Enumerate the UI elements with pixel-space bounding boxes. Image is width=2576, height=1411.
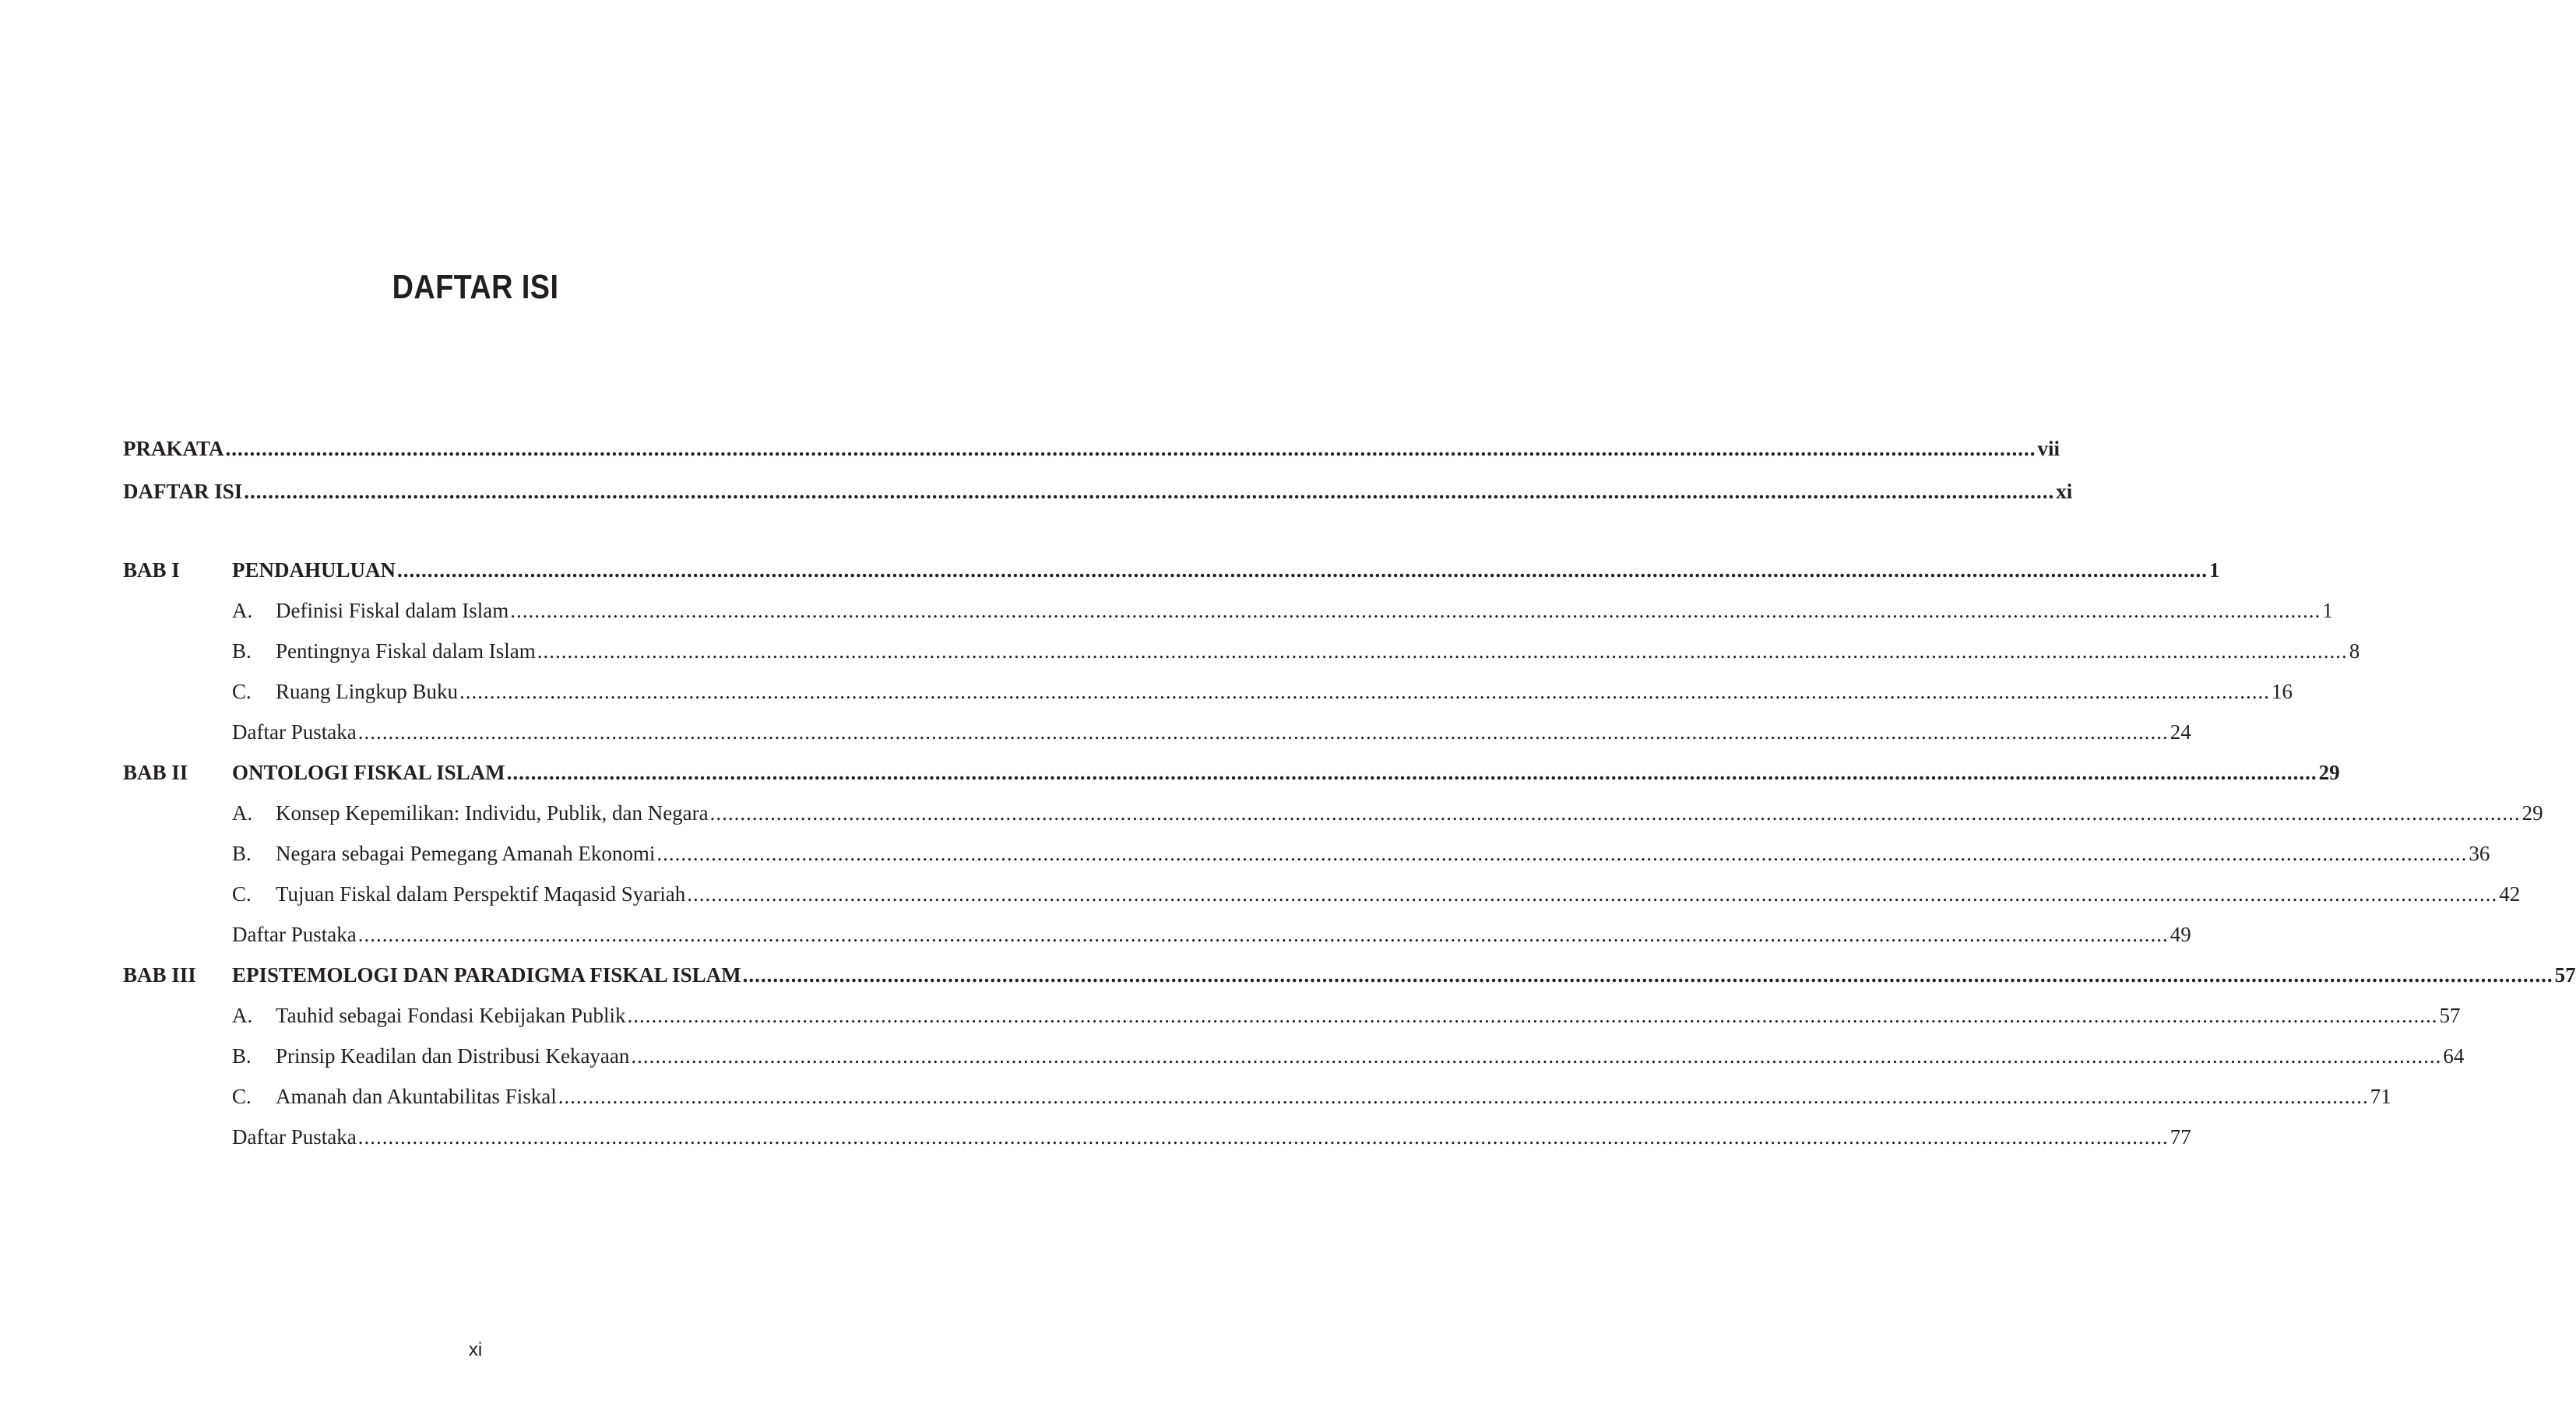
chapter-label: BAB II <box>123 761 188 784</box>
section-letter: C. <box>232 882 252 906</box>
toc-entry-daftar-isi[interactable] <box>123 479 2073 504</box>
toc-references[interactable] <box>232 720 2191 744</box>
dot-leader: ............................................................................................................................................................................................................................................................................................................ <box>627 1004 2438 1027</box>
section-letter: C. <box>232 680 252 703</box>
dot-leader: ............................................................................................................................................................................................................................................................................................................ <box>558 1085 2369 1108</box>
toc-section[interactable] <box>232 1003 2461 1028</box>
section-letter: A. <box>232 801 253 825</box>
dot-leader: ............................................................................................................................................................................................................................................................................................................ <box>687 882 2498 906</box>
dot-leader: ............................................................................................................................................................................................................................................................................................................ <box>357 1125 2169 1149</box>
section-page: 29 <box>2521 801 2543 825</box>
section-letter: B. <box>232 1044 252 1068</box>
toc-section[interactable] <box>232 841 2490 866</box>
toc-section[interactable] <box>232 679 2293 704</box>
toc-section[interactable] <box>232 598 2333 623</box>
section-page: 42 <box>2499 882 2521 906</box>
toc-section[interactable] <box>232 1084 2391 1109</box>
section-page: 1 <box>2322 599 2333 622</box>
references-title: Daftar Pustaka <box>232 720 357 744</box>
dot-leader: ............................................................................................................................................................................................................................................................................................................ <box>537 639 2348 663</box>
dot-leader: ............................................................................................................................................................................................................................................................................................................ <box>656 842 2468 865</box>
section-page: 64 <box>2443 1044 2465 1068</box>
dot-leader: ............................................................................................................................................................................................................................................................................................................ <box>709 801 2521 825</box>
section-title: Ruang Lingkup Buku <box>276 680 458 703</box>
toc-section[interactable] <box>232 801 2543 825</box>
references-page: 24 <box>2170 720 2191 744</box>
toc-entry-page: xi <box>2056 480 2073 503</box>
section-title: Tauhid sebagai Fondasi Kebijakan Publik <box>276 1004 626 1027</box>
dot-leader: ............................................................................................................................................................................................................................................................................................................ <box>397 558 2208 582</box>
section-letter: B. <box>232 639 252 663</box>
dot-leader: ............................................................................................................................................................................................................................................................................................................ <box>459 680 2270 703</box>
section-letter: A. <box>232 1004 253 1027</box>
section-title: Amanah dan Akuntabilitas Fiskal <box>276 1085 557 1108</box>
dot-leader: ............................................................................................................................................................................................................................................................................................................ <box>357 720 2169 744</box>
dot-leader: ............................................................................................................................................................................................................................................................................................................ <box>506 761 2317 784</box>
chapter-title: PENDAHULUAN <box>232 558 396 582</box>
chapter-page: 1 <box>2209 558 2220 582</box>
section-page: 16 <box>2272 680 2293 703</box>
chapter-label: BAB III <box>123 963 196 987</box>
section-page: 57 <box>2439 1004 2461 1027</box>
toc-section[interactable] <box>232 1043 2465 1068</box>
dot-leader: ............................................................................................................................................................................................................................................................................................................ <box>225 437 2036 460</box>
toc-entry-page: vii <box>2037 437 2060 460</box>
section-letter: A. <box>232 599 253 622</box>
section-title: Negara sebagai Pemegang Amanah Ekonomi <box>276 842 656 865</box>
chapter-page: 29 <box>2318 761 2340 784</box>
dot-leader: ............................................................................................................................................................................................................................................................................................................ <box>357 923 2169 946</box>
section-title: Pentingnya Fiskal dalam Islam <box>276 639 536 663</box>
toc-chapter-heading[interactable] <box>232 558 2220 582</box>
references-page: 49 <box>2170 923 2191 946</box>
chapter-title: ONTOLOGI FISKAL ISLAM <box>232 761 505 784</box>
toc-section[interactable] <box>232 881 2521 906</box>
section-letter: C. <box>232 1085 252 1108</box>
toc-chapter-heading[interactable] <box>232 962 2576 987</box>
dot-leader: ............................................................................................................................................................................................................................................................................................................ <box>742 963 2553 987</box>
dot-leader: ............................................................................................................................................................................................................................................................................................................ <box>510 599 2321 622</box>
chapter-title: EPISTEMOLOGI DAN PARADIGMA FISKAL ISLAM <box>232 963 741 987</box>
section-page: 36 <box>2469 842 2490 865</box>
dot-leader: ............................................................................................................................................................................................................................................................................................................ <box>244 480 2055 503</box>
toc-chapter-heading[interactable] <box>232 760 2340 785</box>
section-page: 71 <box>2370 1085 2391 1108</box>
references-title: Daftar Pustaka <box>232 923 357 946</box>
toc-entry-text: DAFTAR ISI <box>123 480 243 503</box>
chapter-page: 57 <box>2554 963 2576 987</box>
toc-section[interactable] <box>232 639 2360 663</box>
section-letter: B. <box>232 842 252 865</box>
toc-entry-text: PRAKATA <box>123 437 224 460</box>
section-page: 8 <box>2349 639 2360 663</box>
section-title: Tujuan Fiskal dalam Perspektif Maqasid Syariah <box>276 882 686 906</box>
section-title: Konsep Kepemilikan: Individu, Publik, dan Negara <box>276 801 709 825</box>
section-title: Definisi Fiskal dalam Islam <box>276 599 509 622</box>
dot-leader: ............................................................................................................................................................................................................................................................................................................ <box>631 1044 2442 1068</box>
references-page: 77 <box>2170 1125 2191 1149</box>
references-title: Daftar Pustaka <box>232 1125 357 1149</box>
page-title: DAFTAR ISI <box>392 268 559 306</box>
chapter-label: BAB I <box>123 558 180 582</box>
toc-references[interactable] <box>232 922 2191 947</box>
toc-references[interactable] <box>232 1124 2191 1149</box>
page-number: xi <box>468 1339 483 1360</box>
toc-entry-prakata[interactable] <box>123 436 2060 461</box>
section-title: Prinsip Keadilan dan Distribusi Kekayaan <box>276 1044 630 1068</box>
